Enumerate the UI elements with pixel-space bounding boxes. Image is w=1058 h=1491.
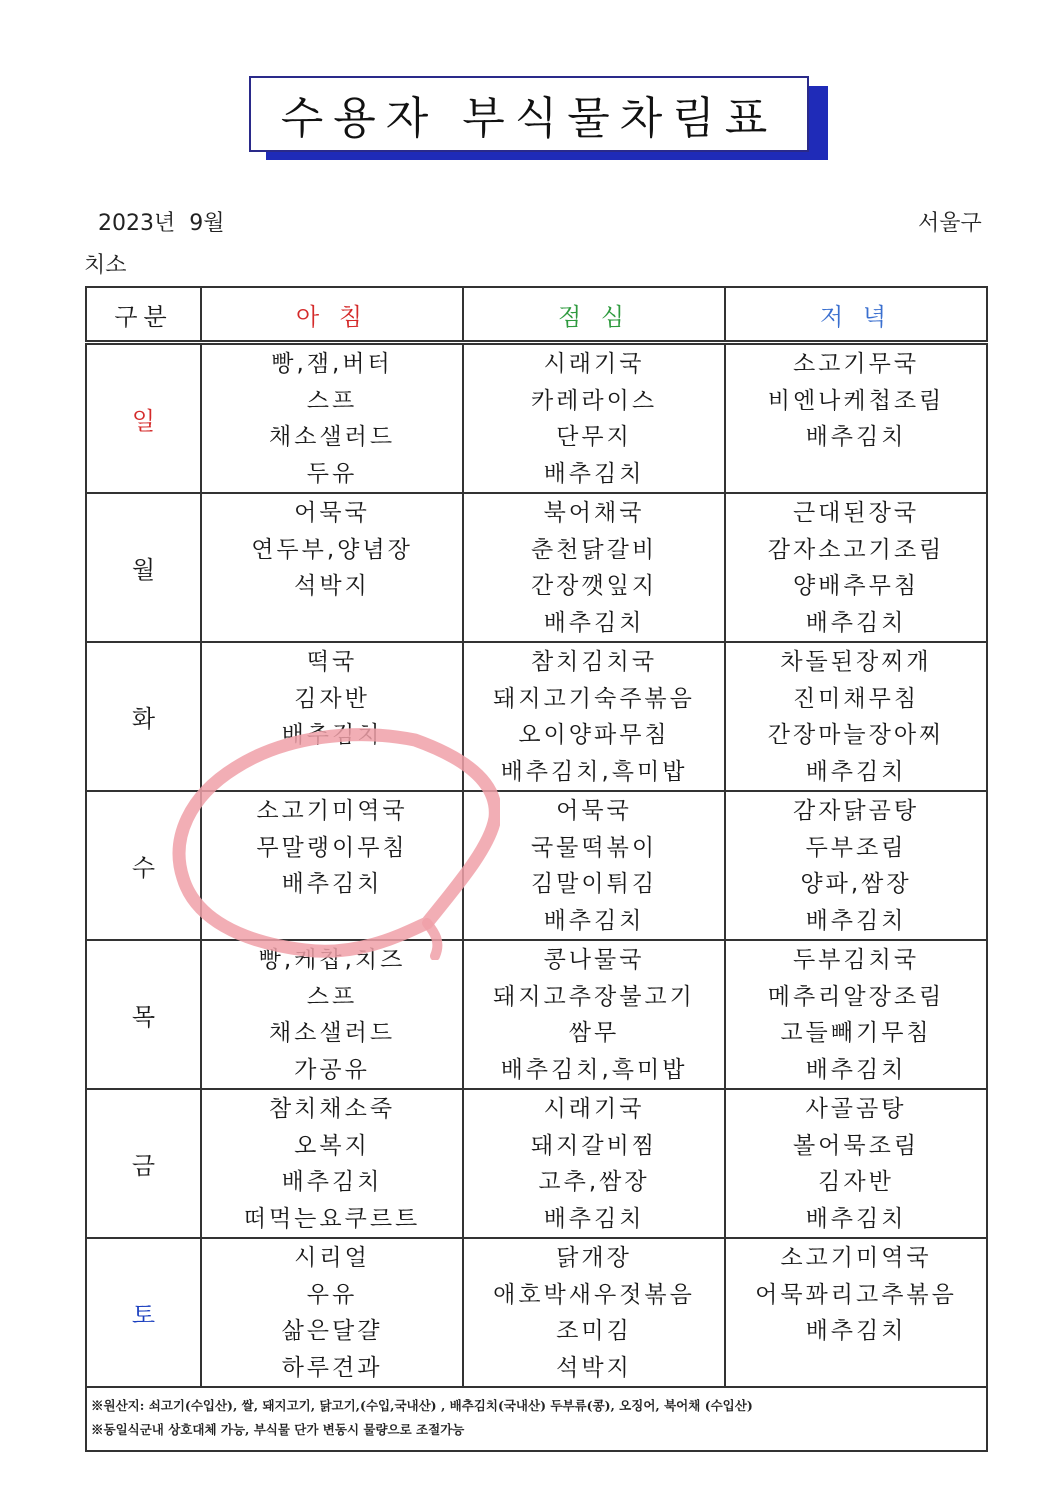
menu-item: 떡국 xyxy=(306,649,358,675)
menu-item: 무말랭이무침 xyxy=(256,834,408,861)
menu-item: 북어채국 xyxy=(543,500,645,526)
menu-item: 시래기국 xyxy=(543,351,645,377)
breakfast-cell xyxy=(201,343,463,494)
day-label: 월 xyxy=(86,493,201,642)
menu-item: 시리얼 xyxy=(294,1245,370,1271)
menu-item: 배추김치 xyxy=(805,758,907,785)
dinner-cell xyxy=(725,493,987,642)
menu-item: 두부조림 xyxy=(805,834,907,861)
dinner-cell xyxy=(725,642,987,791)
menu-item: 스프 xyxy=(306,387,358,414)
menu-item: 참치김치국 xyxy=(530,649,658,675)
menu-item: 양배추무침 xyxy=(792,573,920,599)
menu-item: 두유 xyxy=(306,460,358,487)
day-row xyxy=(86,493,987,642)
menu-item: 소고기미역국 xyxy=(780,1245,932,1271)
menu-item: 김자반 xyxy=(818,1169,894,1195)
menu-item: 우유 xyxy=(306,1281,358,1308)
breakfast-cell xyxy=(201,1089,463,1238)
menu-item: 돼지고추장불고기 xyxy=(493,983,695,1010)
menu-item: 감자닭곰탕 xyxy=(792,798,920,824)
menu-item: 두부김치국 xyxy=(792,947,920,973)
breakfast-cell xyxy=(201,791,463,940)
day-label: 수 xyxy=(86,791,201,940)
menu-item: 배추김치 xyxy=(805,424,907,450)
dinner-cell xyxy=(725,791,987,940)
substitution-note: ※동일식군내 상호대체 가능, 부식물 단가 변동시 물량으로 조절가능 xyxy=(91,1422,465,1437)
menu-item: 진미채무침 xyxy=(792,685,920,712)
menu-item: 볼어묵조림 xyxy=(792,1132,920,1159)
menu-item: 배추김치 xyxy=(281,871,383,897)
menu-item: 빵,케찹,치즈 xyxy=(258,947,406,973)
menu-item: 배추김치 xyxy=(281,722,383,748)
menu-item: 연두부,양념장 xyxy=(251,536,413,563)
menu-item: 배추김치 xyxy=(805,1056,907,1083)
menu-item: 채소샐러드 xyxy=(268,1020,396,1046)
menu-item: 닭개장 xyxy=(556,1245,632,1271)
day-row xyxy=(86,1089,987,1238)
menu-item: 고들빼기무침 xyxy=(780,1020,932,1046)
menu-item: 떠먹는요쿠르트 xyxy=(243,1205,421,1232)
menu-item: 오이양파무침 xyxy=(518,722,670,748)
breakfast-cell xyxy=(201,940,463,1089)
menu-item: 돼지갈비찜 xyxy=(530,1132,658,1159)
menu-item: 차돌된장찌개 xyxy=(780,649,932,675)
lunch-cell xyxy=(463,493,725,642)
notes-cell xyxy=(86,1387,987,1451)
lunch-cell xyxy=(463,343,725,494)
menu-body xyxy=(86,343,987,1388)
notes-row xyxy=(86,1387,987,1451)
menu-item: 근대된장국 xyxy=(792,500,920,526)
menu-item: 배추김치,흑미밥 xyxy=(500,1056,688,1083)
lunch-cell xyxy=(463,940,725,1089)
day-label: 화 xyxy=(86,642,201,791)
origin-note: ※원산지: 쇠고기(수입산), 쌀, 돼지고기, 닭고기,(수입,국내산) , 배추김치(국내산) 두부류(콩), 오징어, 북어채 (수입산) xyxy=(91,1398,753,1413)
menu-item: 배추김치 xyxy=(543,609,645,636)
menu-item: 어묵국 xyxy=(294,500,370,526)
page-title: 수용자 부식물차림표 xyxy=(249,76,809,152)
menu-item: 어묵꽈리고추볶음 xyxy=(755,1281,957,1308)
menu-item: 삶은달걀 xyxy=(281,1318,383,1344)
menu-item: 빵,잼,버터 xyxy=(271,351,393,377)
header-dinner: 저 녁 xyxy=(725,287,987,343)
dinner-cell xyxy=(725,1089,987,1238)
lunch-cell xyxy=(463,642,725,791)
menu-item: 메추리알장조림 xyxy=(767,983,945,1010)
dinner-cell xyxy=(725,940,987,1089)
day-label: 금 xyxy=(86,1089,201,1238)
breakfast-cell xyxy=(201,493,463,642)
menu-item: 콩나물국 xyxy=(543,947,645,973)
menu-item: 배추김치,흑미밥 xyxy=(500,758,688,785)
menu-item: 돼지고기숙주볶음 xyxy=(493,685,695,712)
menu-item: 소고기미역국 xyxy=(256,798,408,824)
menu-item: 국물떡볶이 xyxy=(530,834,658,861)
menu-item: 참치채소죽 xyxy=(268,1096,396,1122)
breakfast-cell xyxy=(201,1238,463,1387)
dinner-cell xyxy=(725,1238,987,1387)
menu-item: 고추,쌈장 xyxy=(538,1169,650,1195)
lunch-cell xyxy=(463,1089,725,1238)
menu-item: 가공유 xyxy=(294,1056,370,1083)
menu-item: 배추김치 xyxy=(805,609,907,636)
menu-item: 석박지 xyxy=(556,1354,632,1381)
day-row xyxy=(86,642,987,791)
menu-item: 조미김 xyxy=(556,1318,632,1344)
day-label: 토 xyxy=(86,1238,201,1387)
menu-item: 배추김치 xyxy=(805,1205,907,1232)
menu-item: 쌈무 xyxy=(568,1020,620,1046)
menu-item: 배추김치 xyxy=(543,460,645,487)
menu-item: 스프 xyxy=(306,983,358,1010)
day-row xyxy=(86,343,987,494)
header-row xyxy=(86,287,987,343)
menu-item: 시래기국 xyxy=(543,1096,645,1122)
breakfast-cell xyxy=(201,642,463,791)
menu-item: 사골곰탕 xyxy=(805,1096,907,1122)
menu-item: 배추김치 xyxy=(805,907,907,934)
region-label-line1: 서울구 xyxy=(918,211,982,236)
menu-item: 배추김치 xyxy=(805,1318,907,1344)
menu-item: 애호박새우젓볶음 xyxy=(493,1281,695,1308)
lunch-cell xyxy=(463,1238,725,1387)
menu-item: 하루견과 xyxy=(281,1354,383,1381)
day-row xyxy=(86,791,987,940)
menu-item: 김말이튀김 xyxy=(530,871,658,897)
menu-item: 어묵국 xyxy=(556,798,632,824)
dinner-cell xyxy=(725,343,987,494)
menu-item: 배추김치 xyxy=(543,1205,645,1232)
menu-item: 양파,쌈장 xyxy=(800,871,912,897)
region-label-line2: 치소 xyxy=(84,253,127,278)
day-row xyxy=(86,940,987,1089)
header-lunch: 점 심 xyxy=(463,287,725,343)
menu-item: 석박지 xyxy=(294,573,370,599)
menu-item: 간장깻잎지 xyxy=(530,573,658,599)
menu-item: 김자반 xyxy=(294,685,370,712)
menu-item: 배추김치 xyxy=(281,1169,383,1195)
menu-item: 춘천닭갈비 xyxy=(530,536,658,563)
header-category: 구분 xyxy=(86,287,201,343)
menu-item: 채소샐러드 xyxy=(268,424,396,450)
menu-table xyxy=(85,286,988,1452)
menu-item: 소고기무국 xyxy=(792,351,920,377)
header-breakfast: 아 침 xyxy=(201,287,463,343)
menu-item: 간장마늘장아찌 xyxy=(767,722,945,748)
day-row xyxy=(86,1238,987,1387)
day-label: 목 xyxy=(86,940,201,1089)
menu-item: 비엔나케첩조림 xyxy=(767,387,945,414)
menu-item: 배추김치 xyxy=(543,907,645,934)
menu-item: 카레라이스 xyxy=(530,387,658,414)
menu-date: 2023년 9월 xyxy=(98,211,225,236)
menu-item: 오복지 xyxy=(294,1132,370,1159)
menu-item: 감자소고기조림 xyxy=(767,536,945,563)
day-label: 일 xyxy=(86,343,201,494)
menu-item: 단무지 xyxy=(556,424,632,450)
lunch-cell xyxy=(463,791,725,940)
